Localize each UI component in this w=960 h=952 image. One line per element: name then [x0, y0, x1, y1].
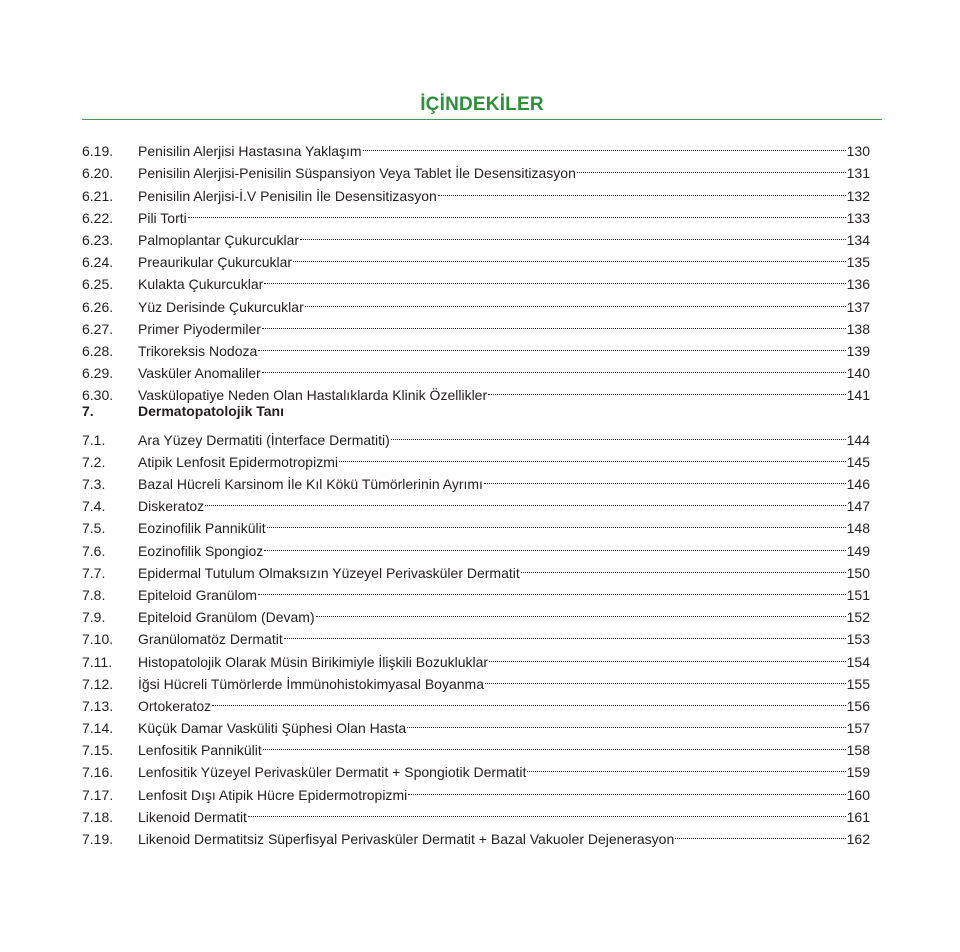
toc-entry-title: İğsi Hücreli Tümörlerde İmmünohistokimyasal Boyanma: [138, 675, 484, 692]
toc-entry-number: 7.4.: [82, 498, 106, 515]
toc-entry-number: 6.29.: [82, 365, 114, 382]
toc-dot-leader: [262, 356, 846, 378]
toc-entry-number: 6.24.: [82, 254, 114, 271]
toc-entry-number: 7.16.: [82, 764, 114, 781]
toc-entry-number: 7.2.: [82, 453, 106, 470]
toc-entry-title: Preaurikular Çukurcuklar: [138, 254, 293, 271]
toc-entry-number: 6.21.: [82, 187, 114, 204]
toc-dot-leader: [527, 755, 845, 777]
toc-entry[interactable]: [82, 201, 870, 226]
toc-dot-leader: [305, 289, 846, 311]
toc-entry-number: 6.20.: [82, 165, 114, 182]
toc-page-number: 134: [846, 231, 870, 248]
toc-dot-leader: [489, 644, 846, 666]
toc-entry-title: Bazal Hücreli Karsinom İle Kıl Kökü Tümörlerinin Ayrımı: [138, 476, 483, 492]
toc-entry-title: Eozinofilik Pannikülit: [138, 520, 266, 537]
toc-dot-leader: [363, 134, 846, 156]
toc-entry-title: Penisilin Alerjisi-Penisilin Süspansiyon Veya Tablet İle Desensitizasyon: [138, 165, 576, 182]
title-divider: [82, 119, 882, 120]
toc-entry-number: 7.9.: [82, 609, 106, 626]
toc-entry-title: Dermatopatolojik Tanı: [138, 403, 284, 420]
toc-entry-number: 7.14.: [82, 720, 114, 737]
toc-page-number: 141: [846, 387, 870, 404]
toc-page-number: 137: [846, 298, 870, 315]
toc-page-number: 139: [846, 342, 870, 359]
toc-dot-leader: [488, 378, 846, 400]
toc-entry-number: 6.22.: [82, 209, 114, 226]
toc-entry-number: 6.19.: [82, 143, 114, 160]
toc-page-number: 146: [846, 476, 870, 492]
toc-entry-title: Lenfositik Yüzeyel Perivasküler Dermatit + Spongiotik Dermatit: [138, 764, 527, 781]
toc-page-number: 162: [846, 831, 870, 847]
toc-dot-leader: [484, 467, 846, 489]
toc-entry-title: Yüz Derisinde Çukurcuklar: [138, 298, 304, 315]
toc-dot-leader: [675, 822, 845, 844]
toc-entry-title: Pili Torti: [138, 209, 187, 226]
toc-dot-leader: [248, 800, 846, 822]
toc-entry-title: Epiteloid Granülom (Devam): [138, 609, 315, 626]
toc-dot-leader: [577, 156, 846, 178]
toc-page-number: 130: [846, 143, 870, 160]
toc-page-number: 132: [846, 187, 870, 204]
toc-entry-title: Vaskülopatiye Neden Olan Hastalıklarda Klinik Özellikler: [138, 387, 488, 404]
toc-entry-title: Palmoplantar Çukurcuklar: [138, 231, 300, 248]
toc-page-number: 160: [846, 786, 870, 803]
toc-dot-leader: [300, 223, 846, 245]
toc-page-number: 158: [846, 742, 870, 759]
toc-page-number: 156: [846, 697, 870, 714]
toc-entry-title: Vasküler Anomaliler: [138, 365, 261, 382]
toc-dot-leader: [267, 511, 846, 533]
toc-entry-title: Likenoid Dermatitsiz Süperfisyal Perivasküler Dermatit + Bazal Vakuoler Dejenerasyon: [138, 831, 675, 847]
toc-entry-number: 7.: [82, 403, 94, 420]
toc-page-number: 131: [846, 165, 870, 182]
toc-entry-title: Penisilin Alerjisi-İ.V Penisilin İle Desensitizasyon: [138, 187, 437, 204]
toc-dot-leader: [188, 201, 846, 223]
toc-page-number: 138: [846, 320, 870, 337]
toc-dot-leader: [264, 533, 845, 555]
toc-page-number: 144: [846, 431, 870, 448]
toc-entry-title: Lenfositik Pannikülit: [138, 742, 262, 759]
toc-page-number: 157: [846, 720, 870, 737]
toc-entry-number: 7.10.: [82, 631, 114, 648]
toc-dot-leader: [205, 489, 846, 511]
toc-page-number: 136: [846, 276, 870, 293]
toc-page-number: 135: [846, 254, 870, 271]
toc-dot-leader: [212, 689, 846, 711]
page-title: İÇİNDEKİLER: [420, 94, 544, 115]
table-of-contents: [82, 134, 870, 847]
toc-entry-number: 6.27.: [82, 320, 114, 337]
toc-entry-title: Penisilin Alerjisi Hastasına Yaklaşım: [138, 143, 362, 160]
toc-entry-number: 7.15.: [82, 742, 114, 759]
toc-dot-leader: [263, 733, 846, 755]
toc-dot-leader: [284, 622, 846, 644]
toc-entry-title: Likenoid Dermatit: [138, 808, 247, 825]
toc-entry-title: Epiteloid Granülom: [138, 586, 258, 603]
toc-entry-number: 7.6.: [82, 542, 106, 559]
toc-page-number: 150: [846, 564, 870, 581]
toc-entry-title: Eozinofilik Spongioz: [138, 542, 264, 559]
toc-entry-number: 7.19.: [82, 831, 114, 847]
toc-entry-number: 7.5.: [82, 520, 106, 537]
toc-entry-title: Trikoreksis Nodoza: [138, 342, 258, 359]
toc-page-number: 161: [846, 808, 870, 825]
toc-entry-title: Ara Yüzey Dermatiti (İnterface Dermatiti): [138, 431, 390, 448]
toc-entry-number: 6.25.: [82, 276, 114, 293]
toc-page-number: 159: [846, 764, 870, 781]
toc-entry-number: 7.13.: [82, 697, 114, 714]
toc-dot-leader: [485, 667, 846, 689]
toc-entry-number: 7.7.: [82, 564, 106, 581]
toc-page-number: 154: [846, 653, 870, 670]
toc-dot-leader: [258, 578, 846, 600]
toc-dot-leader: [264, 267, 845, 289]
toc-dot-leader: [316, 600, 846, 622]
toc-page-number: 147: [846, 498, 870, 515]
toc-page-number: 140: [846, 365, 870, 382]
toc-entry-number: 7.3.: [82, 476, 106, 492]
toc-entry-number: 6.28.: [82, 342, 114, 359]
toc-entry-number: 6.23.: [82, 231, 114, 248]
toc-entry[interactable]: [82, 422, 870, 448]
toc-entry-title: Epidermal Tutulum Olmaksızın Yüzeyel Perivasküler Dermatit: [138, 564, 520, 581]
toc-dot-leader: [521, 556, 846, 578]
toc-page-number: 148: [846, 520, 870, 537]
toc-entry-title: Granülomatöz Dermatit: [138, 631, 283, 648]
toc-dot-leader: [258, 334, 845, 356]
toc-page-number: 151: [846, 586, 870, 603]
toc-entry[interactable]: [82, 134, 870, 160]
toc-dot-leader: [438, 178, 846, 200]
toc-dot-leader: [391, 422, 846, 444]
toc-page-number: 152: [846, 609, 870, 626]
toc-dot-leader: [408, 777, 845, 799]
toc-entry-number: 7.18.: [82, 808, 114, 825]
toc-page-number: 133: [846, 209, 870, 226]
toc-entry-title: Primer Piyodermiler: [138, 320, 261, 337]
toc-page-number: 155: [846, 675, 870, 692]
toc-entry-title: Kulakta Çukurcuklar: [138, 276, 264, 293]
toc-entry-title: Lenfosit Dışı Atipik Hücre Epidermotropizmi: [138, 786, 408, 803]
toc-entry-number: 7.1.: [82, 431, 106, 448]
toc-entry-number: 7.8.: [82, 586, 106, 603]
toc-dot-leader: [339, 445, 846, 467]
toc-entry-title: Küçük Damar Vasküliti Şüphesi Olan Hasta: [138, 720, 407, 737]
toc-dot-leader: [407, 711, 845, 733]
toc-entry-number: 7.11.: [82, 653, 113, 670]
toc-entry-title: Atipik Lenfosit Epidermotropizmi: [138, 453, 338, 470]
toc-entry-number: 6.26.: [82, 298, 114, 315]
toc-entry-number: 6.30.: [82, 387, 114, 404]
toc-entry[interactable]: [82, 223, 870, 248]
toc-entry-title: Diskeratoz: [138, 498, 205, 515]
toc-entry-title: Histopatolojik Olarak Müsin Birikimiyle İlişkili Bozukluklar: [138, 653, 489, 670]
toc-page-number: 153: [846, 631, 870, 648]
toc-dot-leader: [262, 312, 846, 334]
toc-page-number: 145: [846, 453, 870, 470]
toc-entry-title: Ortokeratoz: [138, 697, 212, 714]
toc-page-number: 149: [846, 542, 870, 559]
toc-entry-number: 7.12.: [82, 675, 114, 692]
toc-dot-leader: [293, 245, 846, 267]
toc-entry-number: 7.17.: [82, 786, 114, 803]
